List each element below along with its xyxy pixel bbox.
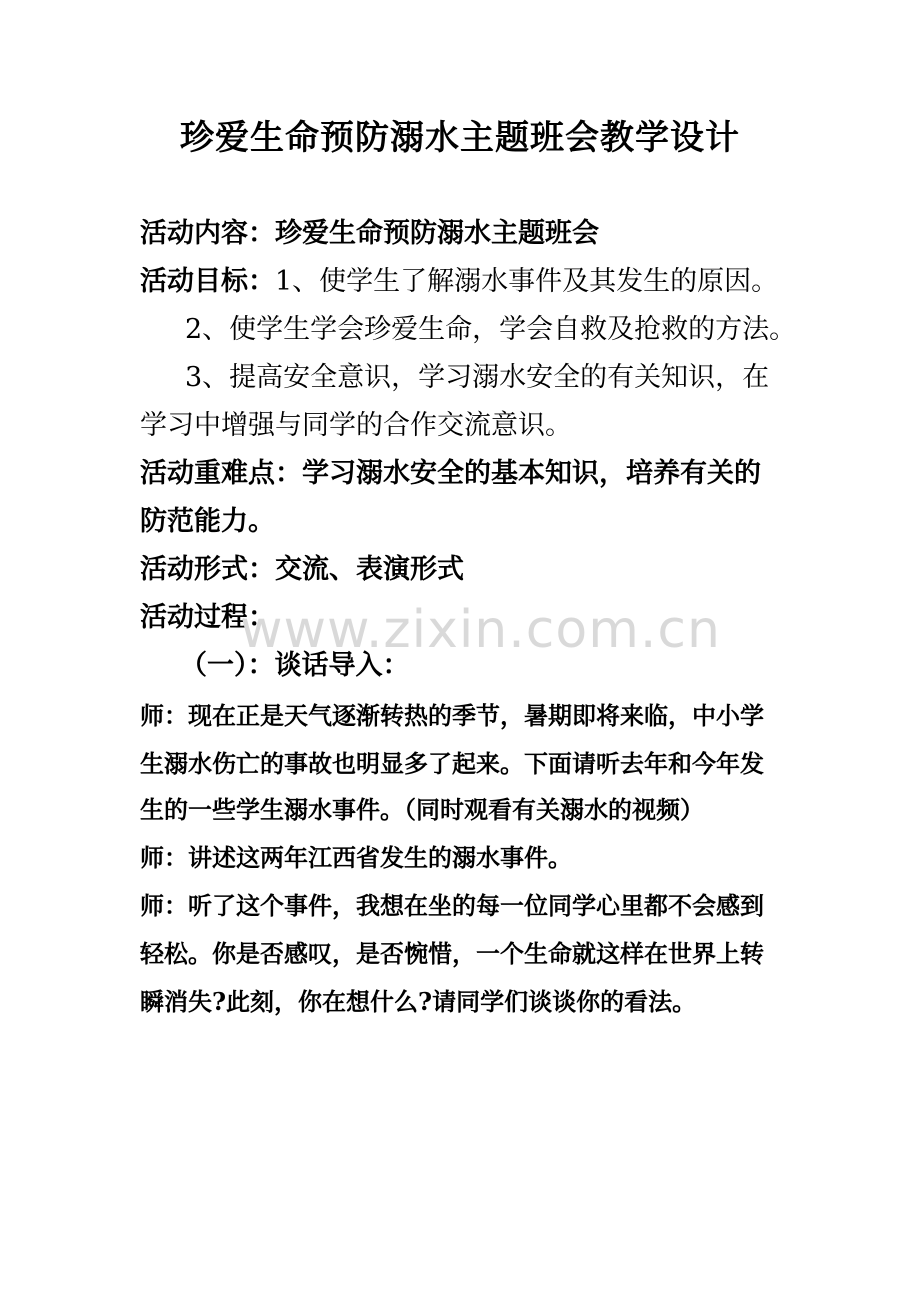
paragraph-3a: 师：听了这个事件，我想在坐的每一位同学心里都不会感到 bbox=[140, 891, 764, 920]
activity-goal-label: 活动目标： bbox=[140, 266, 275, 297]
activity-key-line bbox=[140, 454, 761, 494]
activity-goal-line bbox=[140, 262, 778, 302]
activity-goal-2: 2、使学生学会珍爱生命，学会自救及抢救的方法。 bbox=[185, 314, 797, 345]
activity-content-text: 珍爱生命预防溺水主题班会 bbox=[275, 218, 599, 249]
paragraph-1b: 生溺水伤亡的事故也明显多了起来。下面请听去年和今年发 bbox=[140, 749, 764, 778]
activity-key-text-a: 学习溺水安全的基本知识，培养有关的 bbox=[302, 458, 761, 489]
activity-content-label: 活动内容： bbox=[140, 218, 275, 249]
paragraph-3b: 轻松。你是否感叹，是否惋惜，一个生命就这样在世界上转 bbox=[140, 939, 764, 968]
paragraph-2: 师：讲述这两年江西省发生的溺水事件。 bbox=[140, 843, 572, 872]
activity-form-line bbox=[140, 550, 464, 590]
paragraph-1a: 师：现在正是天气逐渐转热的季节，暑期即将来临，中小学 bbox=[140, 701, 764, 730]
watermark: www.zixin.com.cn bbox=[240, 600, 721, 660]
activity-goal-1: 1、使学生了解溺水事件及其发生的原因。 bbox=[275, 266, 779, 297]
paragraph-3c: 瞬消失?此刻，你在想什么?请同学们谈谈你的看法。 bbox=[140, 987, 697, 1016]
section-1-heading: （一）：谈话导入： bbox=[180, 650, 410, 681]
activity-process-label: 活动过程： bbox=[140, 602, 275, 633]
activity-goal-3a: 3、提高安全意识，学习溺水安全的有关知识，在 bbox=[185, 362, 770, 393]
activity-form-label: 活动形式： bbox=[140, 554, 275, 585]
document-title: 珍爱生命预防溺水主题班会教学设计 bbox=[180, 118, 740, 158]
paragraph-1c: 生的一些学生溺水事件。（同时观看有关溺水的视频） bbox=[140, 795, 704, 824]
activity-content-line bbox=[140, 214, 599, 254]
activity-key-text-b: 防范能力。 bbox=[140, 506, 275, 537]
activity-goal-3b: 学习中增强与同学的合作交流意识。 bbox=[140, 410, 572, 441]
activity-form-text: 交流、表演形式 bbox=[275, 554, 464, 585]
activity-key-label: 活动重难点： bbox=[140, 458, 302, 489]
